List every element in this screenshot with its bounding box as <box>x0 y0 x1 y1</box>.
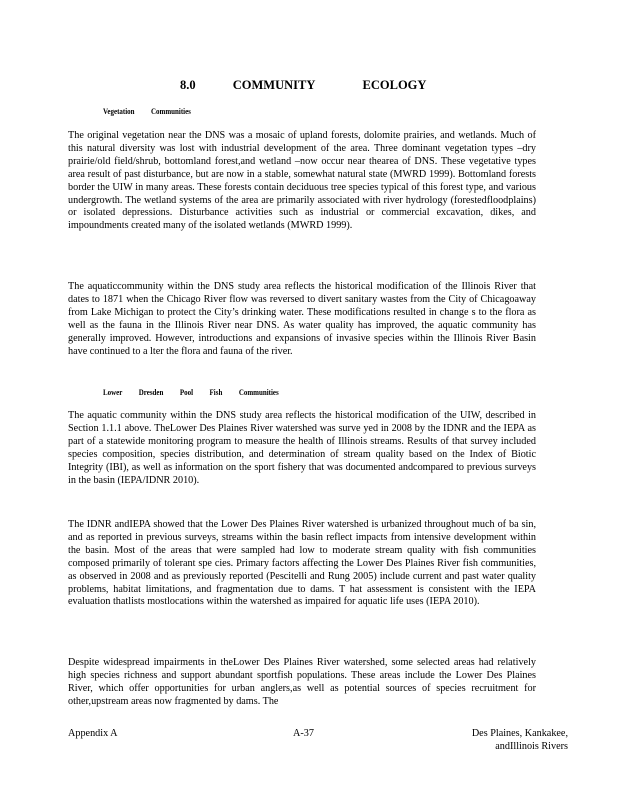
footer-page-number: A-37 <box>293 728 314 739</box>
footer-document-title <box>450 728 568 753</box>
paragraph-vegetation-2: The aquaticcommunity within the DNS study area reflects the historical modification of the Illinois River that dates to 1871 when the Chicago River flow was reversed to divert sanitary wastes from the City of Chicagoaway from Lake Michigan to protect the City’s drinking water. These modifications resulted in change s to the flora as well as the fauna in the Illinois River near DNS. As water quality has improved, the aquatic community has generally improved. However, introductions and expansions of invasive species within the Illinois River Basin have continued to a lter the flora and fauna of the river. <box>68 281 536 357</box>
paragraph-fish-1: The aquatic community within the DNS study area reflects the historical modification of the UIW, described in Section 1.1.1 above. TheLower Des Plaines River watershed was surve yed in 2008 by the IDNR and the IEPA as part of a statewide monitoring program to measure the health of Illinois streams. Results of that survey included species composition, species distribution, and determination of stream quality based on the Index of Biotic Integrity (IBI), as well as information on the sport fishery that was documented andcompared to previous surveys in the basin (IEPA/IDNR 2010). <box>68 410 536 486</box>
section-title <box>180 78 500 93</box>
section-title-word-1: COMMUNITY <box>232 78 316 92</box>
footer-title-line-2: andIllinois Rivers <box>495 740 568 752</box>
paragraph-fish-3: Despite widespread impairments in theLower Des Plaines River watershed, some selected areas had relatively high species richness and support abundant sportfish populations. These areas include the Lower Des Plaines River, which offer opportunities for urban anglers,as well as potential sources of species recruitment for other,upstream areas now fragmented by dams. The <box>68 657 536 707</box>
footer-appendix-label: Appendix A <box>68 728 118 739</box>
subheading-vegetation: Vegetation Communities <box>103 106 191 116</box>
section-number: 8.0 <box>180 78 196 92</box>
paragraph-vegetation-1: The original vegetation near the DNS was a mosaic of upland forests, dolomite prairies, and wetlands. Much of this natural diversity was lost with industrial development of the area. Three dominant vegetation types –dry prairie/old field/shrub, bottomland forest,and wetland –now occur near thearea of DNS. These vegetative types area result of past disturbance, but are now in a stable, somewhat natural state (MWRD 1999). Bottomland forests border the UIW in many areas. These forests contain deciduous tree species typical of this forest type, and various undergrowth. The wetland systems of the area are primarily associated with river hydrology (forestedfloodplains) or isolated depressions. Disturbance activities such as industrial or commercial excavation, dikes, and impoundments created many of the isolated wetlands (MWRD 1999). <box>68 130 536 232</box>
subheading-fish-communities: Lower Dresden Pool Fish Communities <box>103 387 279 397</box>
footer-title-line-1: Des Plaines, Kankakee, <box>471 728 568 739</box>
paragraph-fish-2: The IDNR andIEPA showed that the Lower Des Plaines River watershed is urbanized throughout much of ba sin, and as reported in previous surveys, streams within the basin reflect impacts from intensive development within the basin. Most of the areas that were sampled had low to moderate stream quality with fish communities composed primarily of tolerant spe cies. Primary factors affecting the Lower Des Plaines River fish communities, as observed in 2008 and as previously reported (Pescitelli and Rung 2005) include current and past water quality problems, habitat limitations, and fragmentation due to dams. T hat assessment is consistent with the IEPA evaluation thatlists mostlocations within the watershed as impaired for aquatic life uses (IEPA 2010). <box>68 519 536 608</box>
section-title-word-2: ECOLOGY <box>362 78 427 92</box>
